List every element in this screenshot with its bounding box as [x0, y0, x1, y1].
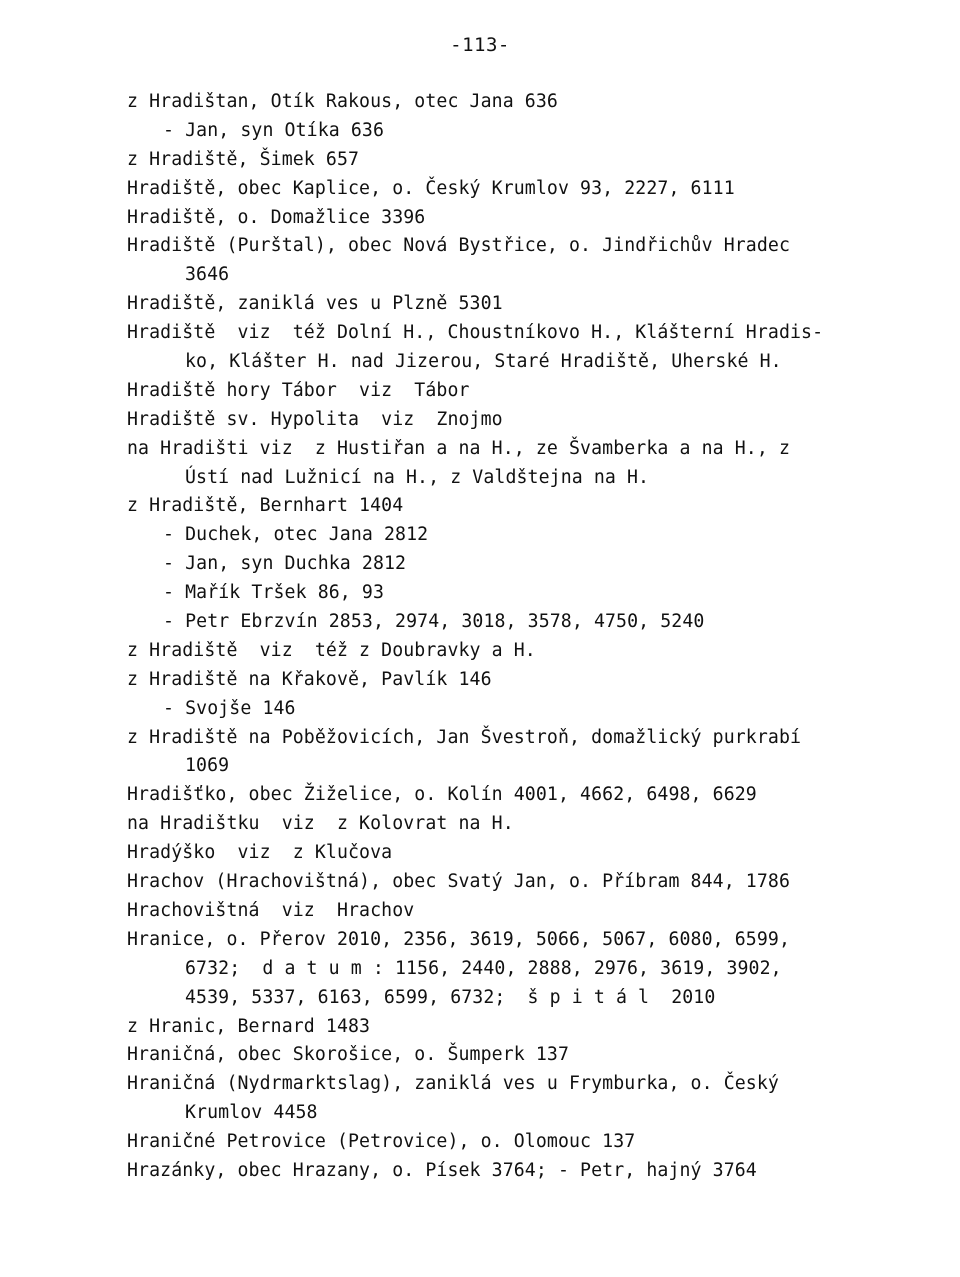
index-line: Hradiště hory Tábor viz Tábor: [127, 379, 470, 401]
index-line: Hraničné Petrovice (Petrovice), o. Olomouc 137: [127, 1131, 636, 1153]
index-line: Hranice, o. Přerov 2010, 2356, 3619, 5066, 5067, 6080, 6599,: [127, 928, 790, 950]
index-line: - Jan, syn Otíka 636: [163, 119, 384, 141]
index-line: z Hradištan, Otík Rakous, otec Jana 636: [127, 91, 558, 112]
index-line: - Svojše 146: [163, 697, 296, 719]
index-line: z Hradiště na Poběžovicích, Jan Švestroň, domažlický purkrabí: [127, 726, 802, 748]
index-line: 4539, 5337, 6163, 6599, 6732; š p i t á l 2010: [185, 986, 716, 1008]
index-line: Hrazánky, obec Hrazany, o. Písek 3764; - Petr, hajný 3764: [127, 1159, 757, 1181]
index-line: z Hranic, Bernard 1483: [127, 1015, 371, 1037]
index-line: 6732; d a t u m : 1156, 2440, 2888, 2976, 3619, 3902,: [185, 957, 782, 979]
index-line: na Hradišti viz z Hustiřan a na H., ze Švamberka a na H., z: [127, 437, 790, 459]
index-line: - Duchek, otec Jana 2812: [163, 524, 429, 546]
index-line: Hradiště, o. Domažlice 3396: [127, 206, 426, 228]
index-line: 3646: [185, 264, 230, 286]
index-line: Hradiště viz též Dolní H., Choustníkovo H., Klášterní Hradis-: [127, 322, 824, 344]
index-line: - Petr Ebrzvín 2853, 2974, 3018, 3578, 4750, 5240: [163, 611, 705, 633]
index-line: z Hradiště, Šimek 657: [127, 148, 360, 170]
index-line: ko, Klášter H. nad Jizerou, Staré Hradiště, Uherské H.: [185, 351, 782, 373]
index-line: Ústí nad Lužnicí na H., z Valdštejna na H.: [185, 466, 650, 488]
index-line: Hradiště sv. Hypolita viz Znojmo: [127, 408, 503, 430]
index-line: Hrachov (Hrachovištná), obec Svatý Jan, o. Příbram 844, 1786: [127, 871, 790, 893]
index-line: z Hradiště viz též z Doubravky a H.: [127, 639, 536, 661]
index-line: Hraničná, obec Skorošice, o. Šumperk 137: [127, 1044, 569, 1066]
index-line: Hradiště (Purštal), obec Nová Bystřice, o. Jindřichův Hradec: [127, 235, 790, 257]
index-line: Hradýško viz z Klučova: [127, 842, 393, 864]
index-line: Hrachovištná viz Hrachov: [127, 899, 415, 921]
index-line: z Hradiště, Bernhart 1404: [127, 495, 404, 517]
index-line: na Hradištku viz z Kolovrat na H.: [127, 813, 514, 835]
index-entries: [127, 88, 887, 1186]
index-line: - Jan, syn Duchka 2812: [163, 553, 407, 575]
index-line: Hraničná (Nydrmarktslag), zaniklá ves u Frymburka, o. Český: [127, 1073, 779, 1095]
index-line: z Hradiště na Křakově, Pavlík 146: [127, 668, 492, 690]
index-line: Hradiště, zaniklá ves u Plzně 5301: [127, 293, 503, 315]
page-number: -113-: [450, 34, 510, 56]
index-line: Hradiště, obec Kaplice, o. Český Krumlov 93, 2227, 6111: [127, 177, 735, 199]
index-line: 1069: [185, 755, 230, 777]
index-line: Hradišťko, obec Žiželice, o. Kolín 4001, 4662, 6498, 6629: [127, 784, 757, 806]
index-line: - Mařík Tršek 86, 93: [163, 582, 384, 604]
index-line: Krumlov 4458: [185, 1102, 318, 1124]
